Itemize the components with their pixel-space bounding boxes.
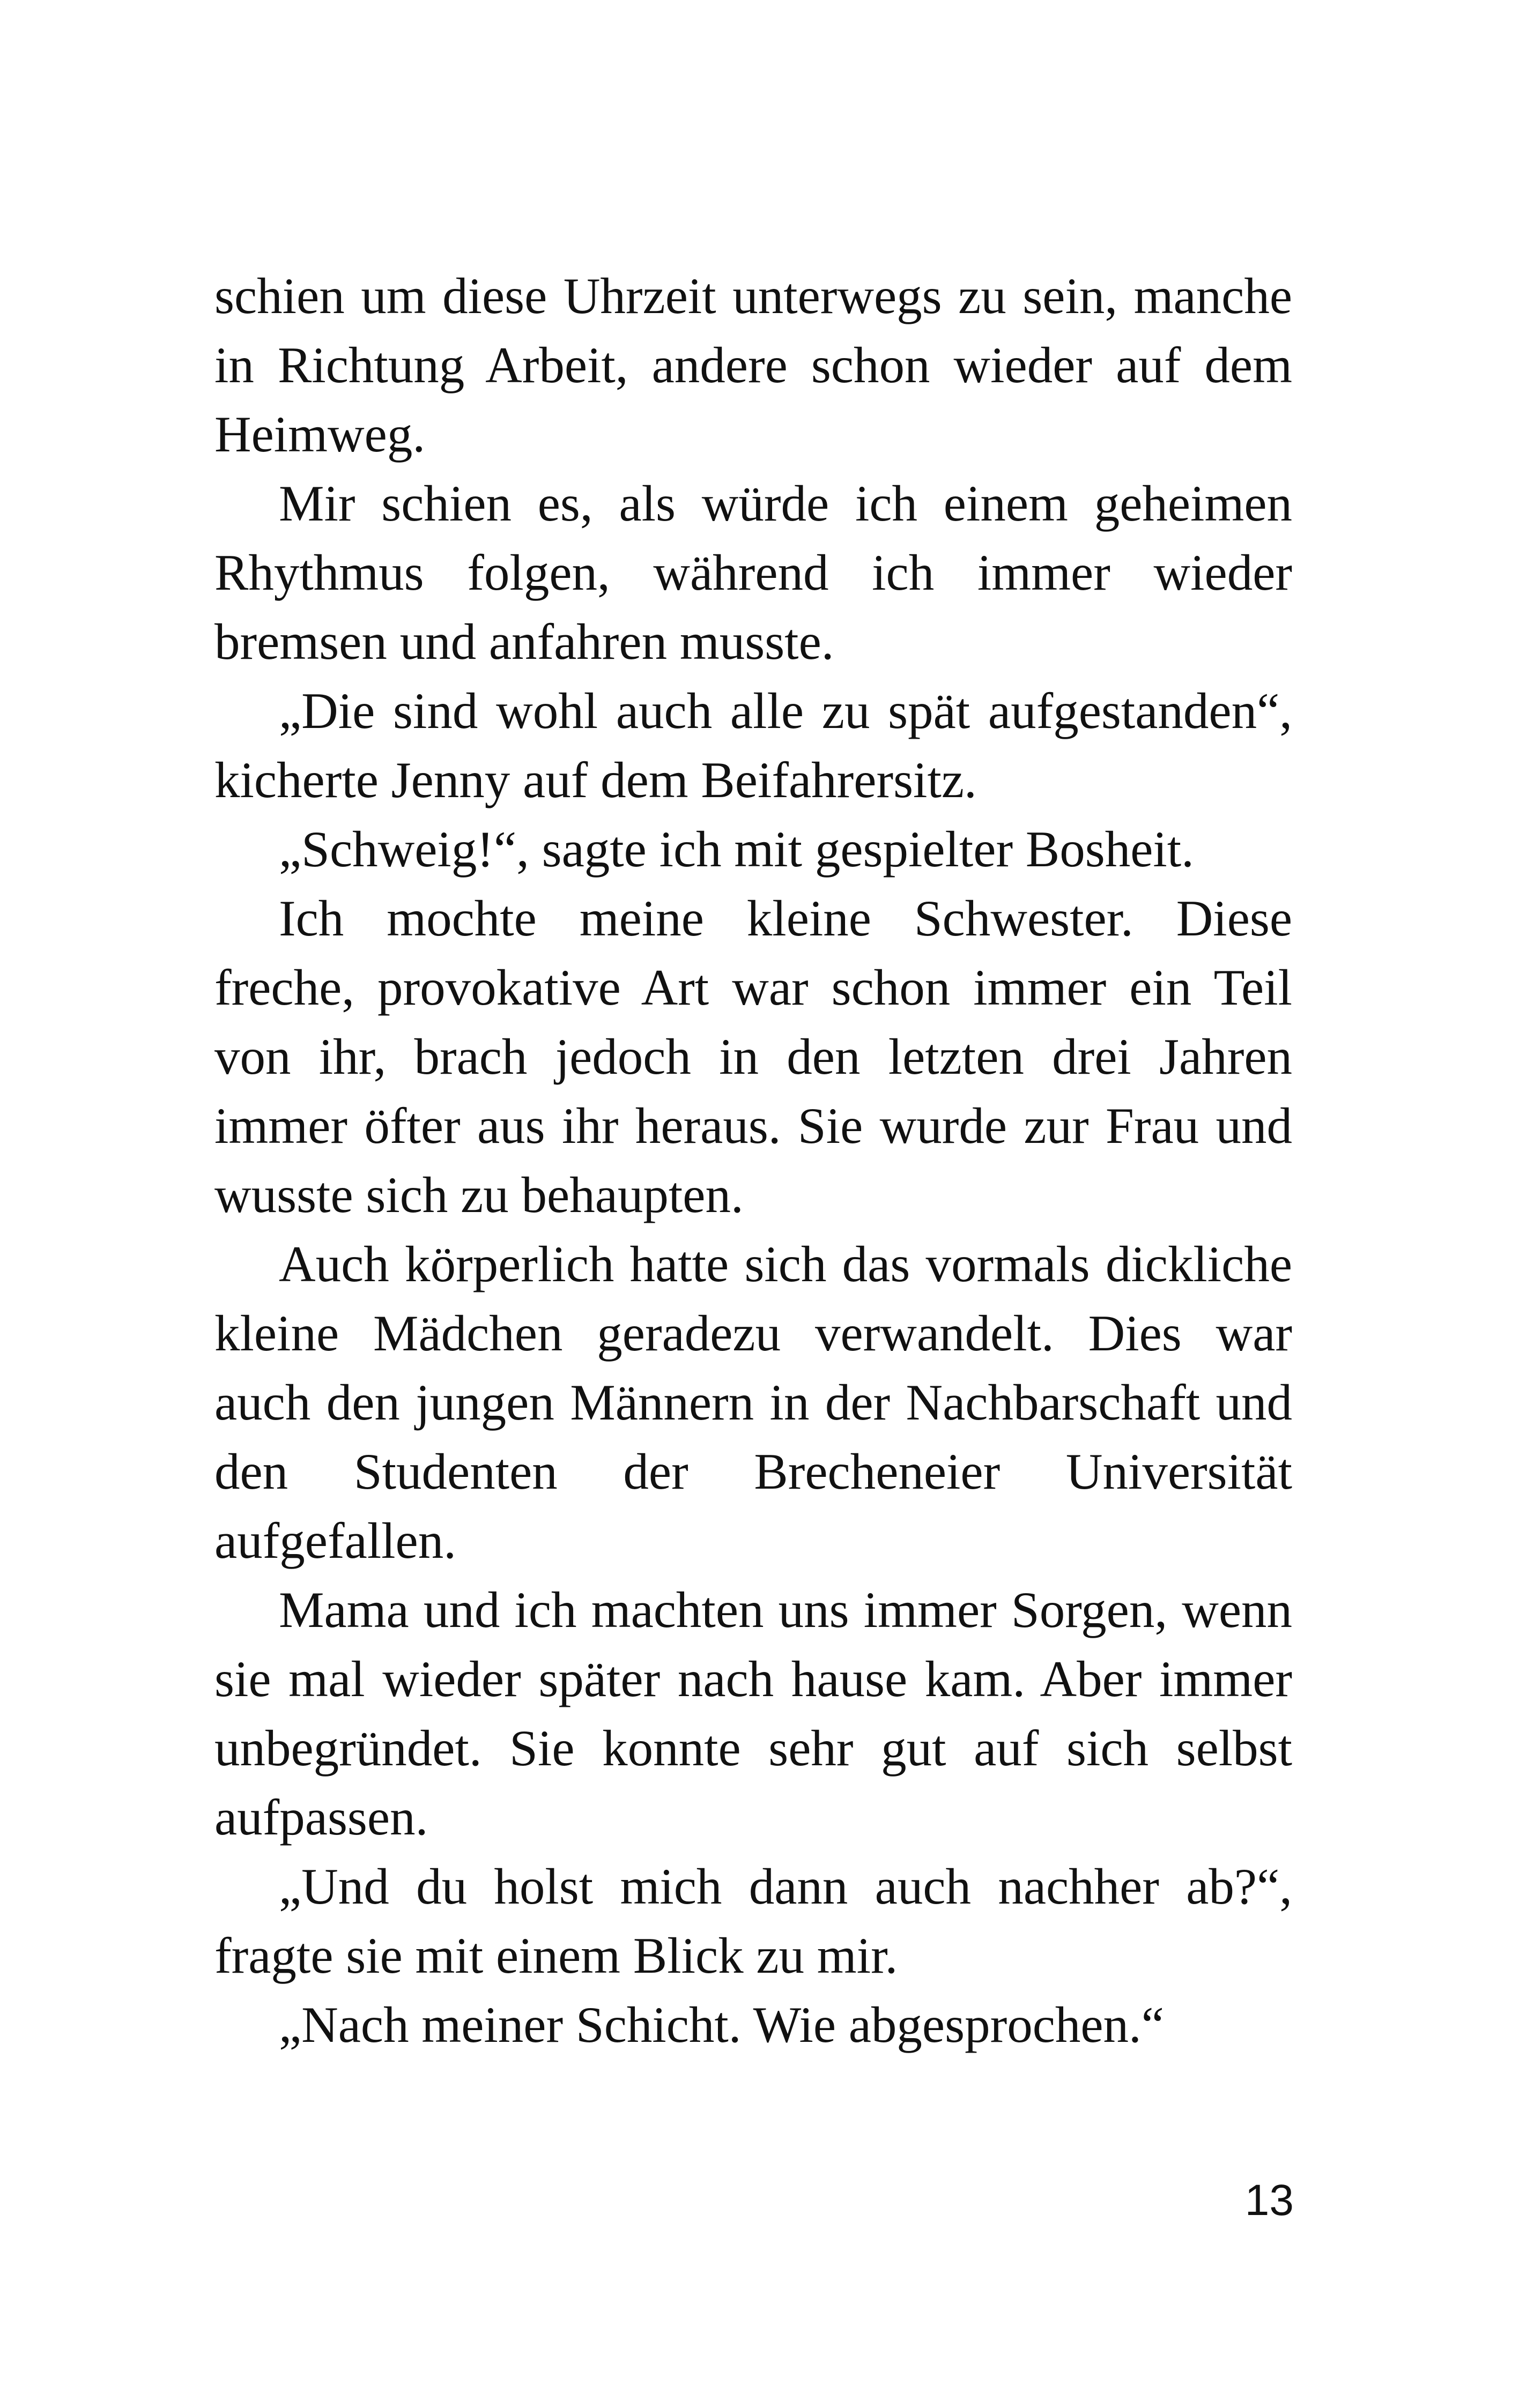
paragraph-1: schien um diese Uhrzeit unterwegs zu sein, manche in Richtung Arbeit, andere schon wieder auf dem Heimweg. [214,267,1292,463]
paragraph-7: Mama und ich machten uns immer Sorgen, wenn sie mal wieder später nach hause kam. Aber immer unbegründet. Sie konnte sehr gut auf sich selbst aufpassen. [214,1581,1292,1846]
paragraph-6: Auch körperlich hatte sich das vormals dickliche kleine Mädchen geradezu verwandelt. Dies war auch den jungen Männern in der Nachbarschaft und den Studenten der Brecheneier Universität aufgefallen. [214,1236,1292,1569]
paragraph-3: „Die sind wohl auch alle zu spät aufgestanden“, kicherte Jenny auf dem Beifahrersitz. [214,682,1292,808]
paragraph-9: „Nach meiner Schicht. Wie abgesprochen.“ [279,1996,1164,2053]
body-text [214,262,1292,2060]
paragraph-5: Ich mochte meine kleine Schwester. Diese freche, provokative Art war schon immer ein Teil von ihr, brach jedoch in den letzten drei Jahren immer öfter aus ihr heraus. Sie wurde zur Frau und wusste sich zu behaupten. [214,890,1292,1223]
paragraph-2: Mir schien es, als würde ich einem geheimen Rhythmus folgen, während ich immer wieder bremsen und anfahren musste. [214,475,1292,670]
page-number: 13 [1244,2176,1294,2225]
paragraph-8: „Und du holst mich dann auch nachher ab?“, fragte sie mit einem Blick zu mir. [214,1858,1292,1984]
paragraph-4: „Schweig!“, sagte ich mit gespielter Bosheit. [279,821,1194,878]
